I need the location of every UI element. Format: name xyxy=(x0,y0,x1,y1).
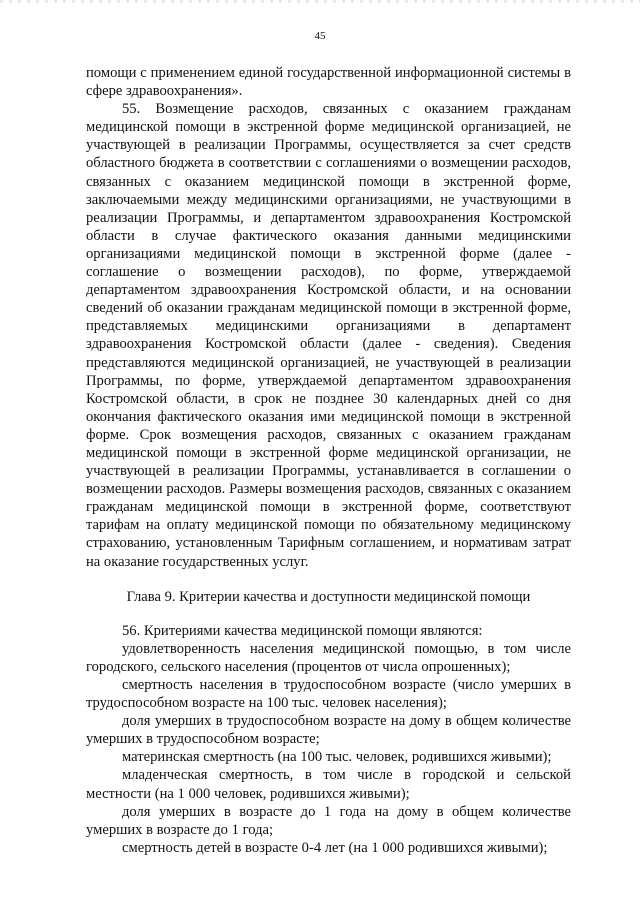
criterion-infant-deaths-at-home: доля умерших в возрасте до 1 года на дому в общем количестве умерших в возрасте до 1 года; xyxy=(86,803,571,838)
criterion-working-age-deaths-at-home: доля умерших в трудоспособном возрасте на дому в общем количестве умерших в трудоспособном возрасте; xyxy=(86,713,571,748)
criterion-infant-mortality: младенческая смертность, в том числе в городской и сельской местности (на 1 000 человек, родившихся живыми); xyxy=(86,767,571,802)
chapter-heading: Глава 9. Критерии качества и доступности медицинской помощи xyxy=(126,588,531,605)
criterion-child-mortality-0-4: смертность детей в возрасте 0-4 лет (на 1 000 родившихся живыми); xyxy=(122,839,548,856)
criterion-maternal-mortality: материнская смертность (на 100 тыс. человек, родившихся живыми); xyxy=(122,749,552,766)
paragraph-55-expense-reimbursement: 55. Возмещение расходов, связанных с оказанием гражданам медицинской помощи в экстренной форме медицинской организацией, не участвующей в реализации Программы, осуществляется за счет средств областного бюджета в соответствии с соглашениями о возмещении расходов, связанных с оказанием медицинской помощи в экстренной форме, заключаемыми между медицинскими организациями, не участвующими в реализации Программы, и департаментом здравоохранения Костромской области в случае фактического оказания данными медицинскими организациями медицинской помощи в экстренной форме (далее - соглашение о возмещении расходов), по форме, утверждаемой департаментом здравоохранения Костромской области, и на основании сведений об оказании гражданам медицинской помощи в экстренной форме, представляемых медицинскими организациями в департамент здравоохранения Костромской области (далее - сведения). Сведения представляются медицинской организацией, не участвующей в реализации Программы, по форме, утверждаемой департаментом здравоохранения Костромской области, в срок не позднее 30 календарных дней со дня окончания фактического оказания ими медицинской помощи в экстренной форме. Срок возмещения расходов, связанных с оказанием гражданам медицинской помощи в экстренной форме медицинской организации, не участвующей в реализации Программы, устанавливается в соглашении о возмещении расходов. Размеры возмещения расходов, связанных с оказанием гражданам медицинской помощи в экстренной форме, соответствуют тарифам на оплату медицинской помощи по обязательному медицинскому страхованию, установленным Тарифным соглашением, и нормативам затрат на оказание государственных услуг. xyxy=(86,101,571,570)
page-number: 45 xyxy=(314,30,326,42)
criterion-satisfaction: удовлетворенность населения медицинской помощью, в том числе городского, сельского населения (процентов от числа опрошенных); xyxy=(86,640,571,675)
paragraph-56-quality-criteria: 56. Критериями качества медицинской помощи являются: xyxy=(122,622,483,639)
paragraph-continuation: помощи с применением единой государственной информационной системы в сфере здравоохранения». xyxy=(86,65,571,100)
document-body xyxy=(86,64,571,857)
scan-top-edge xyxy=(0,0,640,3)
criterion-working-age-mortality: смертность населения в трудоспособном возрасте (число умерших в трудоспособном возрасте на 100 тыс. человек населения); xyxy=(86,677,571,712)
